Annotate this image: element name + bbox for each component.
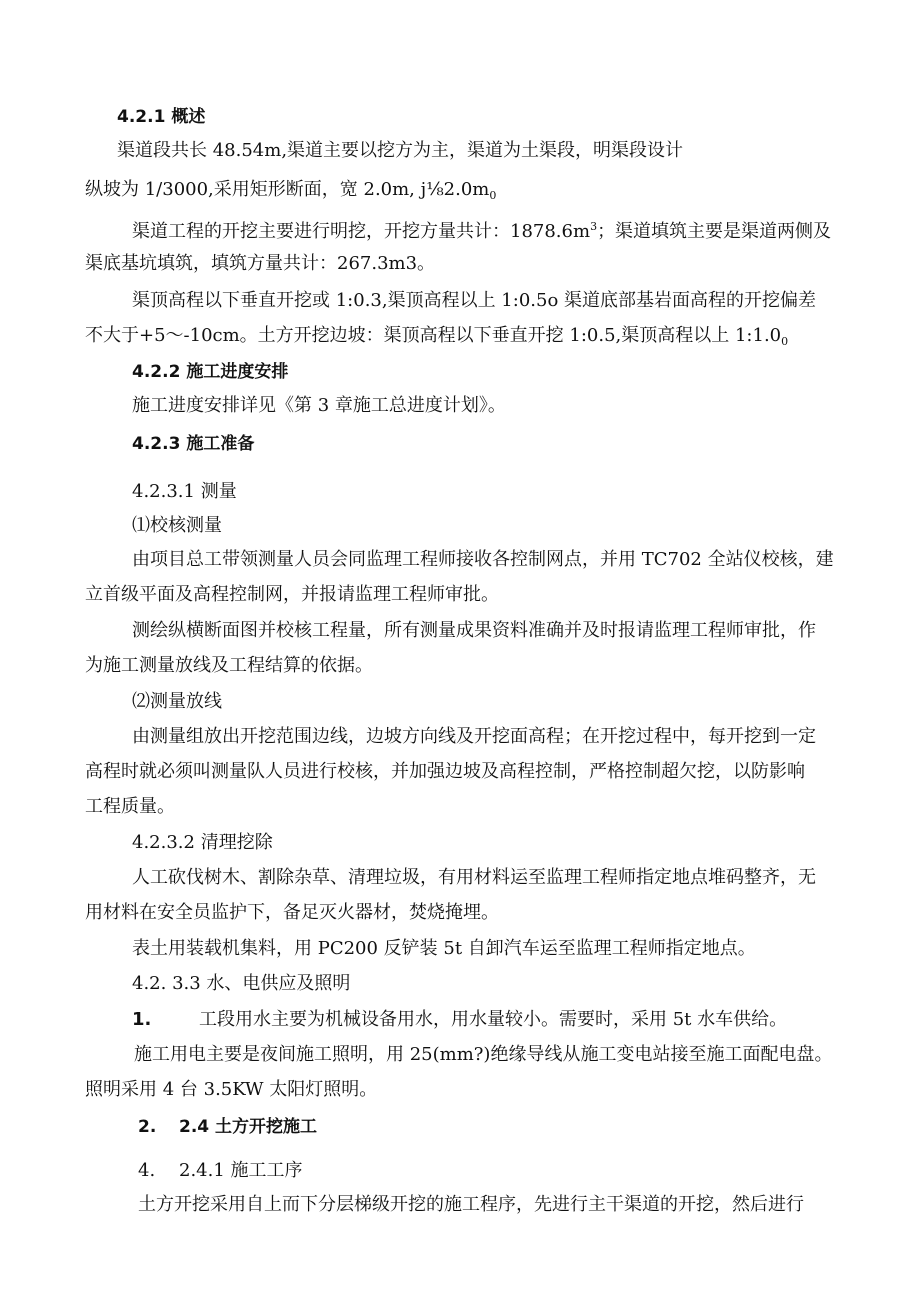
paragraph-line: 为施工测量放线及工程结算的依据。	[85, 655, 373, 676]
subheading-4-2-3-2: 4.2.3.2 清理挖除	[132, 832, 273, 853]
subheading-4-2-3-3: 4.2. 3.3 水、电供应及照明	[132, 973, 351, 994]
subheading-4-2-3-1: 4.2.3.1 测量	[132, 481, 237, 502]
text-span: 不大于+5～-10cm。土方开挖边坡：渠顶高程以下垂直开挖 1:0.5,渠顶高程以上 1:1.0	[85, 325, 782, 346]
heading-4-2-3: 4.2.3 施工准备	[132, 434, 255, 454]
paragraph-line: 渠顶高程以下垂直开挖或 1:0.3,渠顶高程以上 1:0.5o 渠道底部基岩面高程的开挖偏差	[132, 290, 817, 311]
paragraph-line: 由项目总工带领测量人员会同监理工程师接收各控制网点，并用 TC702 全站仪校核，建	[132, 549, 834, 570]
text-span: 渠道工程的开挖主要进行明挖，开挖方量共计：1878.6m	[132, 221, 591, 242]
paragraph-line: 渠道段共长 48.54m,渠道主要以挖方为主，渠道为土渠段，明渠段设计	[117, 140, 684, 161]
paragraph-line: 高程时就必须叫测量队人员进行校核，并加强边坡及高程控制，严格控制超欠挖，以防影响	[85, 761, 805, 782]
paragraph-line: 施工用电主要是夜间施工照明，用 25(mm?)绝缘导线从施工变电站接至施工面配电盘。	[134, 1044, 833, 1065]
heading-4-2-2: 4.2.2 施工进度安排	[132, 362, 289, 382]
subscript: 0	[489, 189, 497, 202]
text-span: ；渠道填筑主要是渠道两侧及	[597, 221, 832, 242]
list-number: 2.	[138, 1117, 157, 1137]
paragraph-line: 施工进度安排详见《第 3 章施工总进度计划》。	[132, 395, 506, 416]
list-number: 4.	[138, 1160, 156, 1181]
subscript: 0	[781, 335, 789, 348]
list-number: 1.	[132, 1009, 152, 1030]
list-item-label: ⑵测量放线	[132, 691, 222, 712]
subheading-2-4-1: 2.4.1 施工工序	[179, 1160, 303, 1181]
paragraph-line	[85, 178, 496, 208]
paragraph-line	[85, 324, 788, 354]
paragraph-line: 用材料在安全员监护下，备足灭火器材，焚烧掩埋。	[85, 902, 499, 923]
paragraph-line: 工段用水主要为机械设备用水，用水量较小。需要时，采用 5t 水车供给。	[199, 1009, 788, 1030]
paragraph-line: 工程质量。	[85, 796, 175, 817]
paragraph-line: 土方开挖采用自上而下分层梯级开挖的施工程序，先进行主干渠道的开挖，然后进行	[138, 1194, 804, 1215]
paragraph-line: 测绘纵横断面图并校核工程量，所有测量成果资料准确并及时报请监理工程师审批，作	[132, 620, 816, 641]
list-item-label: ⑴校核测量	[132, 515, 222, 536]
paragraph-line: 表土用装载机集料，用 PC200 反铲装 5t 自卸汽车运至监理工程师指定地点。	[132, 938, 756, 959]
paragraph-line: 由测量组放出开挖范围边线，边坡方向线及开挖面高程；在开挖过程中，每开挖到一定	[132, 726, 816, 747]
superscript: 3	[590, 220, 598, 233]
heading-4-2-1: 4.2.1 概述	[117, 107, 206, 127]
paragraph-line: 立首级平面及高程控制网，并报请监理工程师审批。	[85, 584, 499, 605]
paragraph-line: 照明采用 4 台 3.5KW 太阳灯照明。	[85, 1079, 378, 1100]
paragraph-line: 人工砍伐树木、割除杂草、清理垃圾，有用材料运至监理工程师指定地点堆码整齐，无	[132, 867, 816, 888]
paragraph-line: 渠底基坑填筑，填筑方量共计：267.3m3。	[85, 253, 436, 274]
text-span: 纵坡为 1/3000,采用矩形断面，宽 2.0m, j⅛2.0m	[85, 179, 490, 200]
heading-2-4: 2.4 土方开挖施工	[179, 1117, 318, 1137]
paragraph-line	[132, 215, 831, 244]
